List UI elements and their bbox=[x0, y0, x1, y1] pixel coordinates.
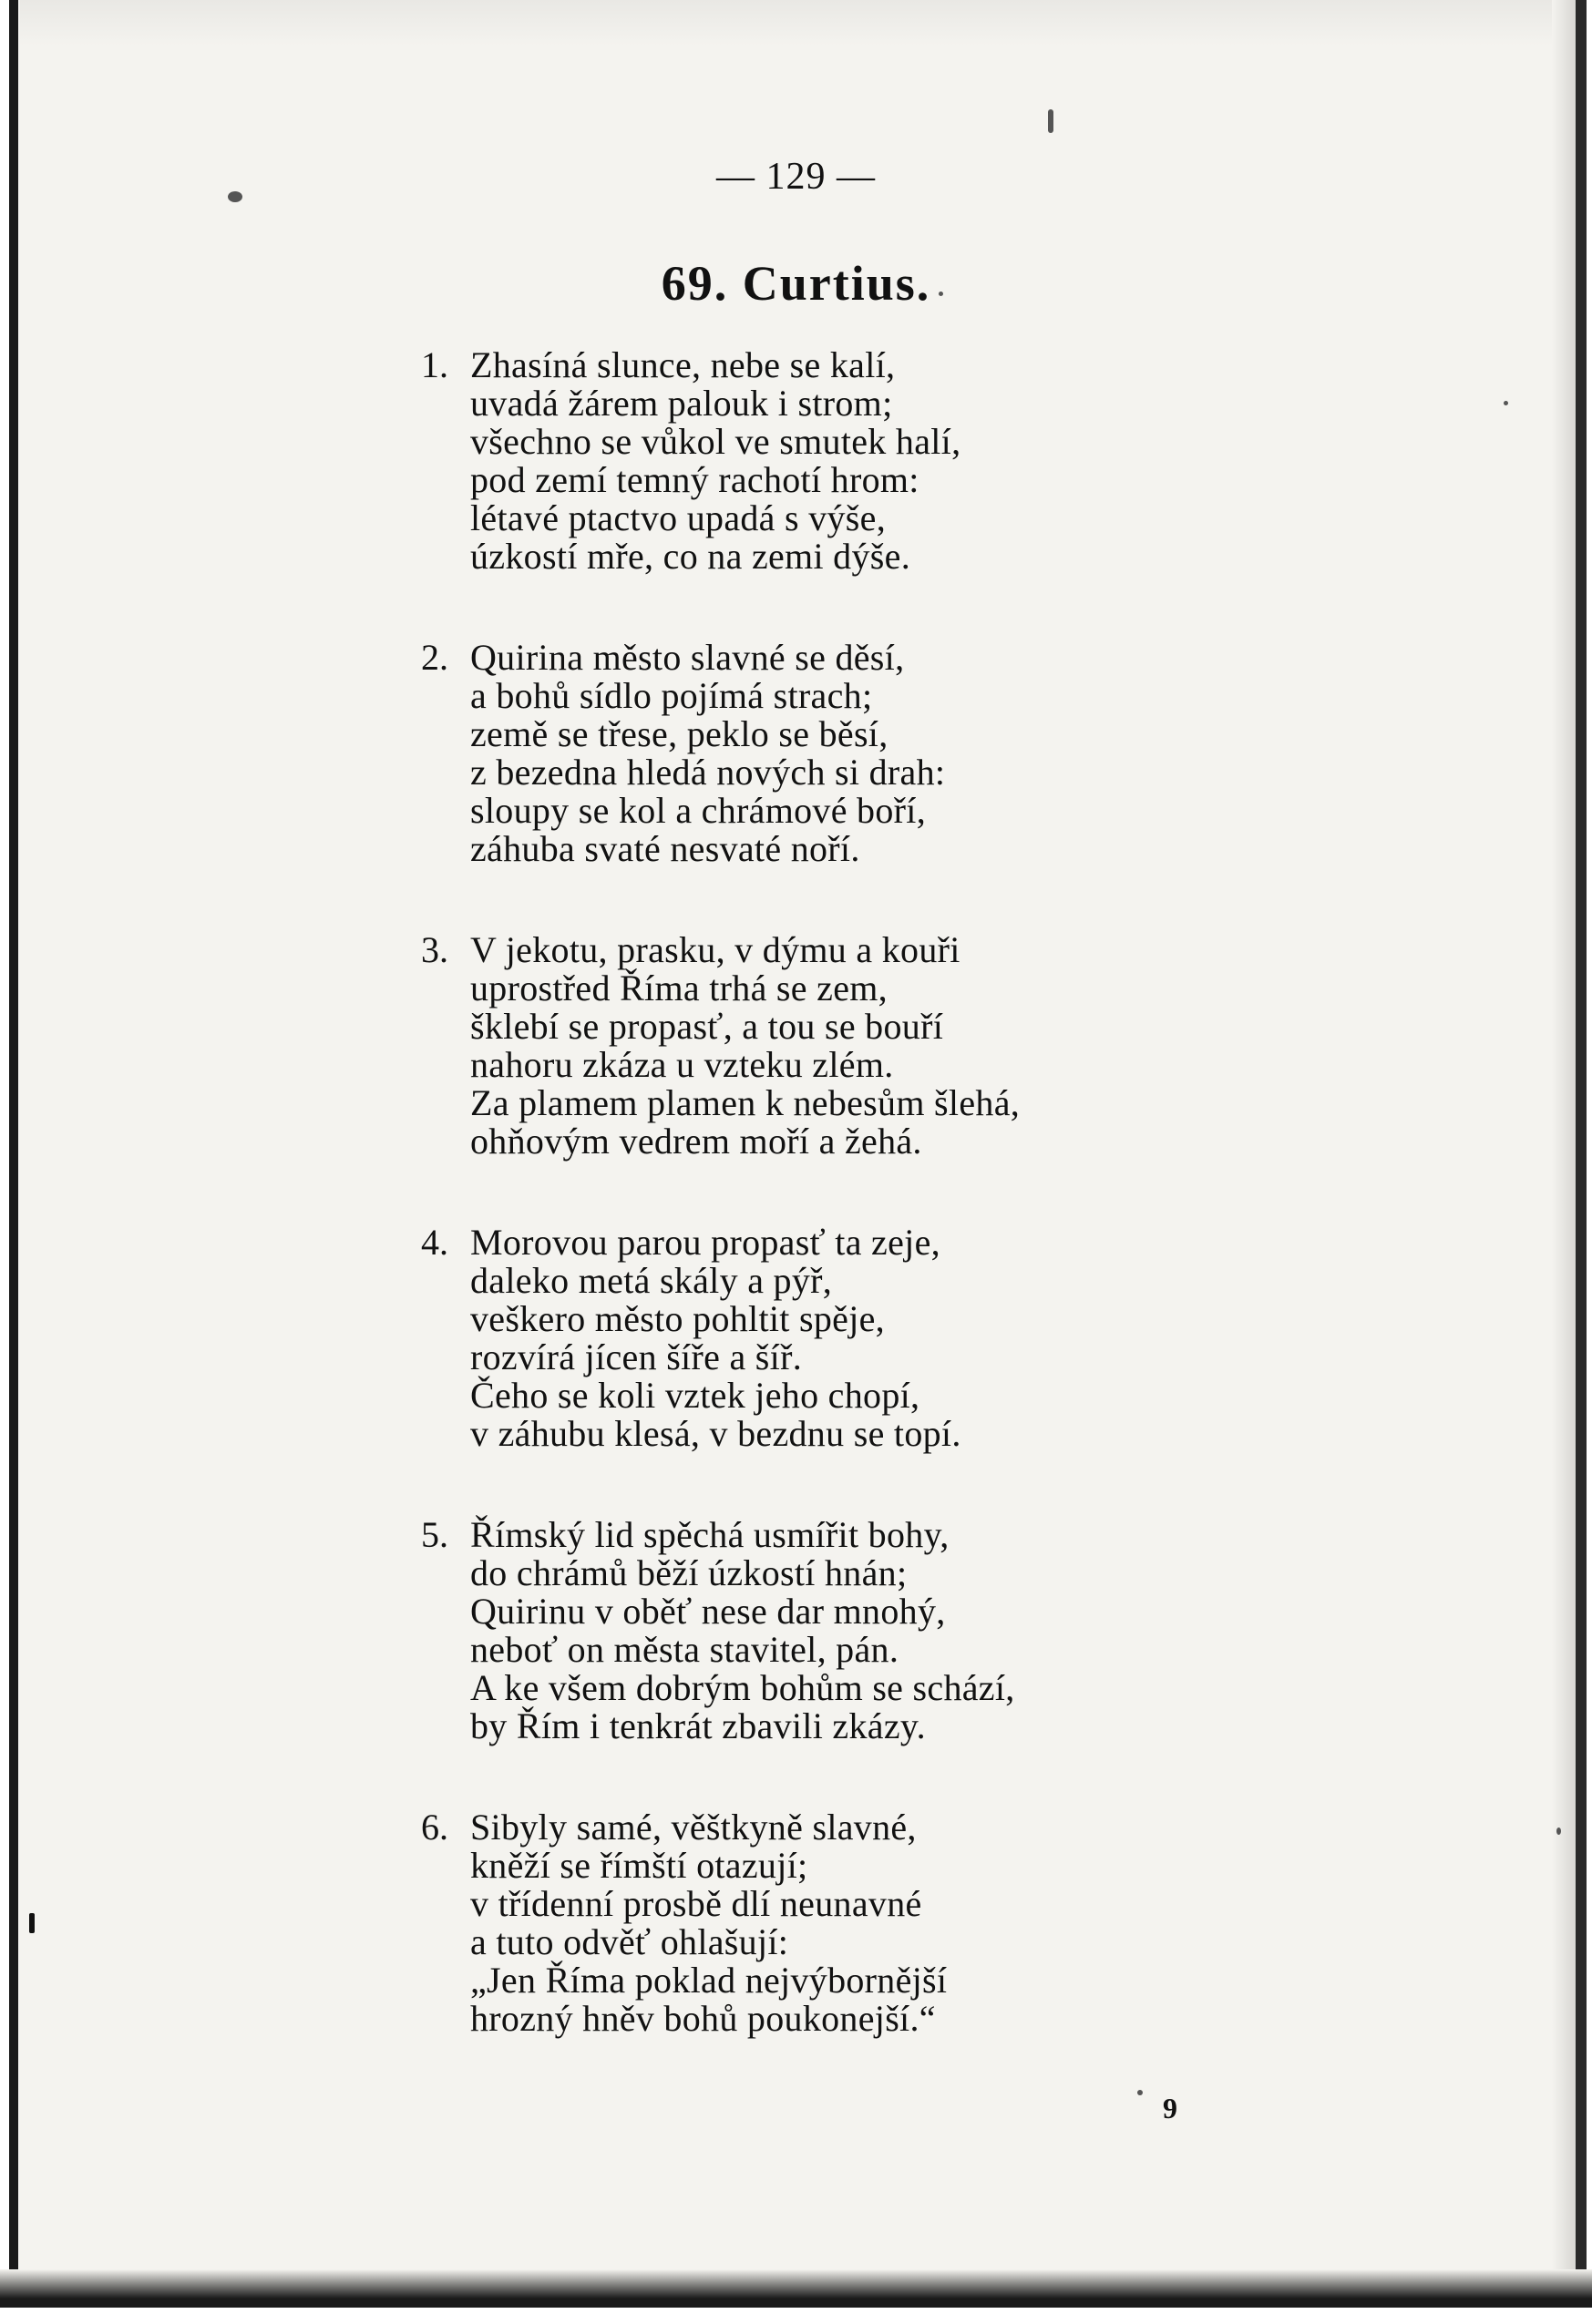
stanza-number: 6. bbox=[421, 1807, 448, 1848]
scan-speck bbox=[1048, 109, 1053, 133]
verse-line: rozvírá jícen šíře a šíř. bbox=[470, 1336, 803, 1377]
verse-line: veškero město pohltit spěje, bbox=[470, 1298, 885, 1339]
scan-speck bbox=[1556, 1827, 1561, 1835]
stanza-number: 5. bbox=[421, 1514, 448, 1555]
stanza bbox=[421, 1223, 1469, 1453]
verse-line: uvadá žárem palouk i strom; bbox=[470, 383, 893, 424]
verse-line: Římský lid spěchá usmířit bohy, bbox=[470, 1514, 950, 1555]
verse-line: a tuto odvěť ohlašují: bbox=[470, 1921, 789, 1962]
scan-edge-top bbox=[0, 0, 1592, 46]
stanza-lines bbox=[470, 1808, 1469, 2038]
verse-line: nahoru zkáza u vzteku zlém. bbox=[470, 1044, 894, 1085]
verse-line: úzkostí mře, co na zemi dýše. bbox=[470, 536, 910, 577]
verse-line: neboť on města stavitel, pán. bbox=[470, 1629, 899, 1670]
verse-line: do chrámů běží úzkostí hnán; bbox=[470, 1552, 908, 1593]
stanza-lines bbox=[470, 1516, 1469, 1746]
printer-signature-mark: 9 bbox=[1163, 2092, 1177, 2124]
verse-line: uprostřed Říma trhá se zem, bbox=[470, 967, 888, 1008]
scan-speck bbox=[29, 1913, 35, 1933]
stanza bbox=[421, 639, 1469, 868]
page-number: — 129 — bbox=[716, 156, 876, 198]
scan-edge-left bbox=[0, 0, 20, 2324]
scan-edge-bottom bbox=[0, 2269, 1592, 2324]
verse-line: V jekotu, prasku, v dýmu a kouři bbox=[470, 929, 960, 970]
stanza-number: 2. bbox=[421, 637, 448, 678]
stanza-lines bbox=[470, 931, 1469, 1161]
verse-line: Sibyly samé, věštkyně slavné, bbox=[470, 1807, 917, 1848]
stanza bbox=[421, 1808, 1469, 2038]
verse-line: Quirina město slavné se děsí, bbox=[470, 637, 905, 678]
verse-line: a bohů sídlo pojímá strach; bbox=[470, 675, 873, 716]
verse-line: pod zemí temný rachotí hrom: bbox=[470, 459, 919, 500]
stanza-number: 3. bbox=[421, 929, 448, 970]
verse-line: létavé ptactvo upadá s výše, bbox=[470, 497, 887, 538]
verse-line: záhuba svaté nesvaté noří. bbox=[470, 828, 860, 869]
verse-line: by Řím i tenkrát zbavili zkázy. bbox=[470, 1705, 926, 1746]
verse-line: ohňovým vedrem moří a žehá. bbox=[470, 1121, 922, 1162]
verse-line: Čeho se koli vztek jeho chopí, bbox=[470, 1375, 920, 1416]
verse-line: sloupy se kol a chrámové boří, bbox=[470, 790, 926, 831]
stanza-lines bbox=[470, 1223, 1469, 1453]
verse-line: A ke všem dobrým bohům se schází, bbox=[470, 1667, 1015, 1708]
verse-line: hrozný hněv bohů poukonejší.“ bbox=[470, 1998, 936, 2039]
poem-body bbox=[421, 346, 1469, 2101]
verse-line: Quirinu v oběť nese dar mnohý, bbox=[470, 1591, 946, 1632]
verse-line: Za plamem plamen k nebesům šlehá, bbox=[470, 1082, 1021, 1123]
stanza-lines bbox=[470, 639, 1469, 868]
verse-line: Morovou parou propasť ta zeje, bbox=[470, 1222, 940, 1263]
verse-line: země se třese, peklo se běsí, bbox=[470, 713, 888, 754]
stanza bbox=[421, 931, 1469, 1161]
verse-line: daleko metá skály a pýř, bbox=[470, 1260, 833, 1301]
verse-line: v záhubu klesá, v bezdnu se topí. bbox=[470, 1413, 961, 1454]
verse-line: kněží se římští otazují; bbox=[470, 1845, 808, 1886]
verse-line: šklebí se propasť, a tou se bouří bbox=[470, 1006, 944, 1047]
stanza-number: 1. bbox=[421, 344, 448, 385]
scan-speck bbox=[1504, 401, 1508, 405]
verse-line: z bezedna hledá nových si drah: bbox=[470, 752, 946, 793]
verse-line: Zhasíná slunce, nebe se kalí, bbox=[470, 344, 896, 385]
verse-line: všechno se vůkol ve smutek halí, bbox=[470, 421, 961, 462]
verse-line: „Jen Říma poklad nejvýbornější bbox=[470, 1960, 948, 2001]
poem-title: 69. Curtius. bbox=[661, 256, 931, 311]
stanza bbox=[421, 346, 1469, 576]
scan-edge-right bbox=[1552, 0, 1592, 2324]
stanza-lines bbox=[470, 346, 1469, 576]
stanza-number: 4. bbox=[421, 1222, 448, 1263]
verse-line: v třídenní prosbě dlí neunavné bbox=[470, 1883, 922, 1924]
stanza bbox=[421, 1516, 1469, 1746]
